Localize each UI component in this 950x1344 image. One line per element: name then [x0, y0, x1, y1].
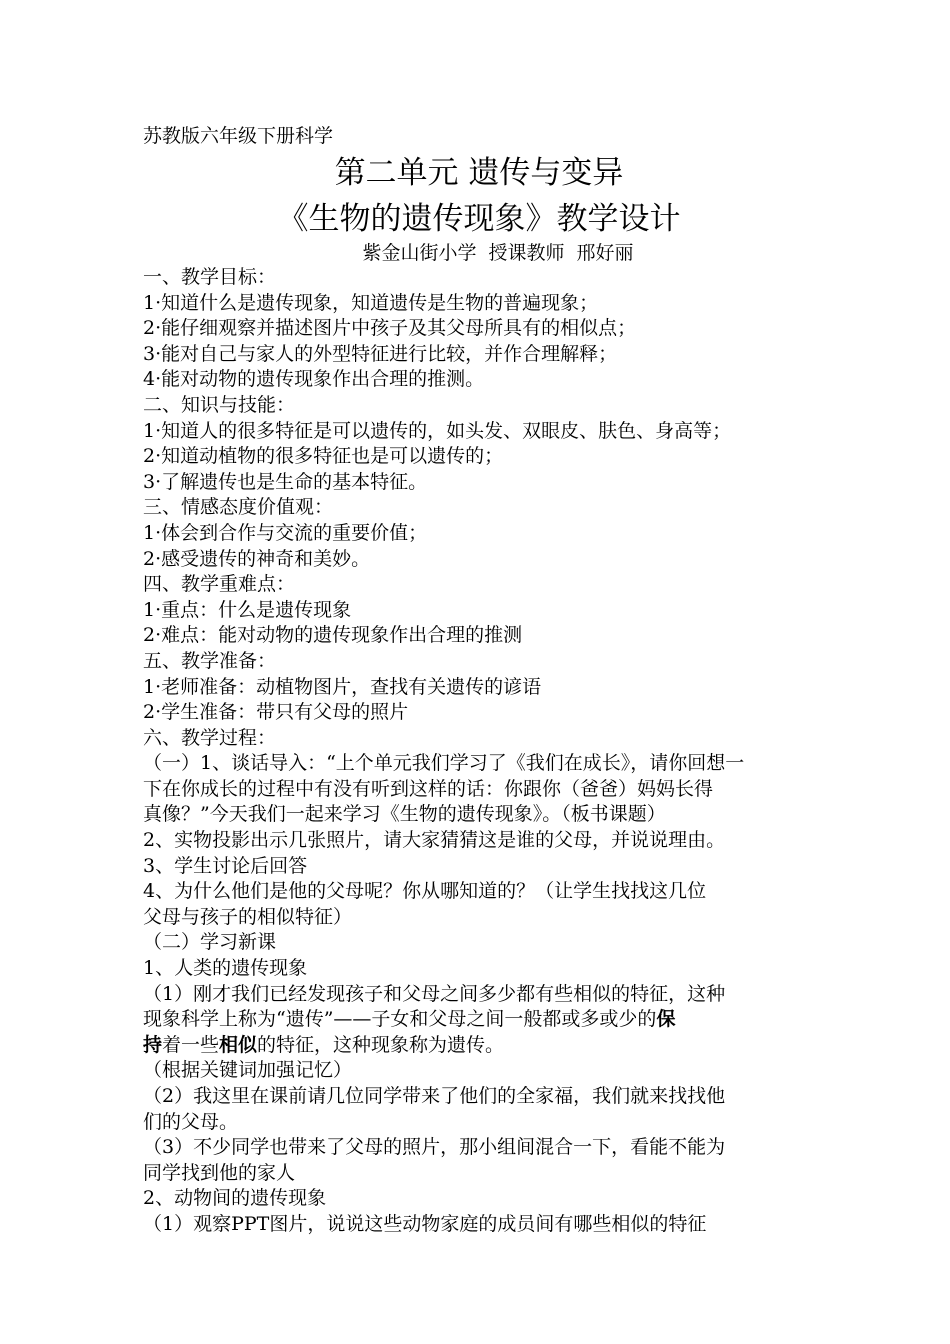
text-run: 的特征，这种现象称为遗传。 — [257, 1033, 505, 1056]
author-role: 授课教师 — [488, 242, 565, 264]
process-paragraph: 3、学生讨论后回答 — [143, 854, 308, 877]
subsection-heading-new-lesson: （二）学习新课 — [143, 931, 277, 954]
goal-item: 1·知道什么是遗传现象，知道遗传是生物的普遍现象； — [143, 291, 599, 314]
process-paragraph: 下在你成长的过程中有没有听到这样的话：你跟你（爸爸）妈妈长得 — [143, 777, 714, 800]
process-paragraph: 同学找到他的家人 — [143, 1161, 296, 1184]
goal-item: 4·能对动物的遗传现象作出合理的推测。 — [143, 368, 485, 391]
process-note: （根据关键词加强记忆） — [143, 1059, 353, 1082]
text-run: 现象科学上称为“遗传”——子女和父母之间一般都或多或少的 — [143, 1008, 657, 1031]
author-line — [183, 241, 813, 265]
process-paragraph — [143, 1033, 813, 1059]
text-run: 着一些 — [162, 1033, 220, 1056]
bold-keyword: 保 — [656, 1008, 676, 1031]
key-point-item: 1·重点：什么是遗传现象 — [143, 598, 352, 621]
skill-item: 1·知道人的很多特征是可以遗传的，如头发、双眼皮、肤色、身高等； — [143, 419, 732, 442]
process-paragraph: 真像？”今天我们一起来学习《生物的遗传现象》。（板书课题） — [143, 803, 666, 826]
lesson-title: 《生物的遗传现象》教学设计 — [277, 201, 681, 237]
section-heading-goals: 一、教学目标： — [143, 266, 277, 288]
process-paragraph: （1）刚才我们已经发现孩子和父母之间多少都有些相似的特征，这种 — [143, 982, 726, 1005]
section-heading-key-points: 四、教学重难点： — [143, 573, 296, 596]
attitude-item: 2·感受遗传的神奇和美妙。 — [143, 547, 371, 570]
section-heading-preparation: 五、教学准备： — [143, 649, 277, 672]
subsection-heading-human: 1、人类的遗传现象 — [143, 957, 308, 980]
process-paragraph: 父母与孩子的相似特征） — [143, 905, 353, 928]
process-paragraph: 2、实物投影出示几张照片，请大家猜猜这是谁的父母，并说说理由。 — [143, 829, 726, 852]
process-paragraph: 4、为什么他们是他的父母呢？你从哪知道的？（让学生找找这几位 — [143, 880, 707, 903]
goal-item: 2·能仔细观察并描述图片中孩子及其父母所具有的相似点； — [143, 317, 637, 340]
process-paragraph: （3）不少同学也带来了父母的照片，那小组间混合一下，看能不能为 — [143, 1136, 726, 1159]
document-header: 苏教版六年级下册科学 — [143, 125, 334, 147]
subsection-heading-animal: 2、动物间的遗传现象 — [143, 1187, 327, 1210]
document-page — [143, 124, 813, 1238]
process-paragraph: （1）观察PPT图片，说说这些动物家庭的成员间有哪些相似的特征 — [143, 1212, 707, 1235]
unit-title: 第二单元 遗传与变异 — [334, 155, 624, 191]
attitude-item: 1·体会到合作与交流的重要价值； — [143, 521, 428, 544]
skill-item: 3·了解遗传也是生命的基本特征。 — [143, 470, 428, 493]
section-heading-process: 六、教学过程： — [143, 726, 277, 749]
author-school: 紫金山街小学 — [362, 242, 477, 264]
section-heading-attitude: 三、情感态度价值观： — [143, 496, 334, 519]
preparation-item: 1·老师准备：动植物图片，查找有关遗传的谚语 — [143, 675, 542, 698]
section-heading-skills: 二、知识与技能： — [143, 393, 296, 416]
process-paragraph — [143, 1007, 813, 1033]
skill-item: 2·知道动植物的很多特征也是可以遗传的； — [143, 445, 504, 468]
bold-keyword: 持 — [143, 1033, 163, 1056]
process-paragraph: （一）1、谈话导入：“上个单元我们学习了《我们在成长》，请你回想一 — [143, 752, 745, 775]
process-paragraph: （2）我这里在课前请几位同学带来了他们的全家福，我们就来找找他 — [143, 1085, 726, 1107]
bold-keyword: 相似 — [219, 1033, 258, 1056]
author-name: 邢好丽 — [576, 242, 634, 264]
goal-item: 3·能对自己与家人的外型特征进行比较，并作合理解释； — [143, 342, 618, 365]
key-point-item: 2·难点：能对动物的遗传现象作出合理的推测 — [143, 624, 523, 647]
process-paragraph: 们的父母。 — [143, 1110, 239, 1133]
preparation-item: 2·学生准备：带只有父母的照片 — [143, 701, 409, 724]
